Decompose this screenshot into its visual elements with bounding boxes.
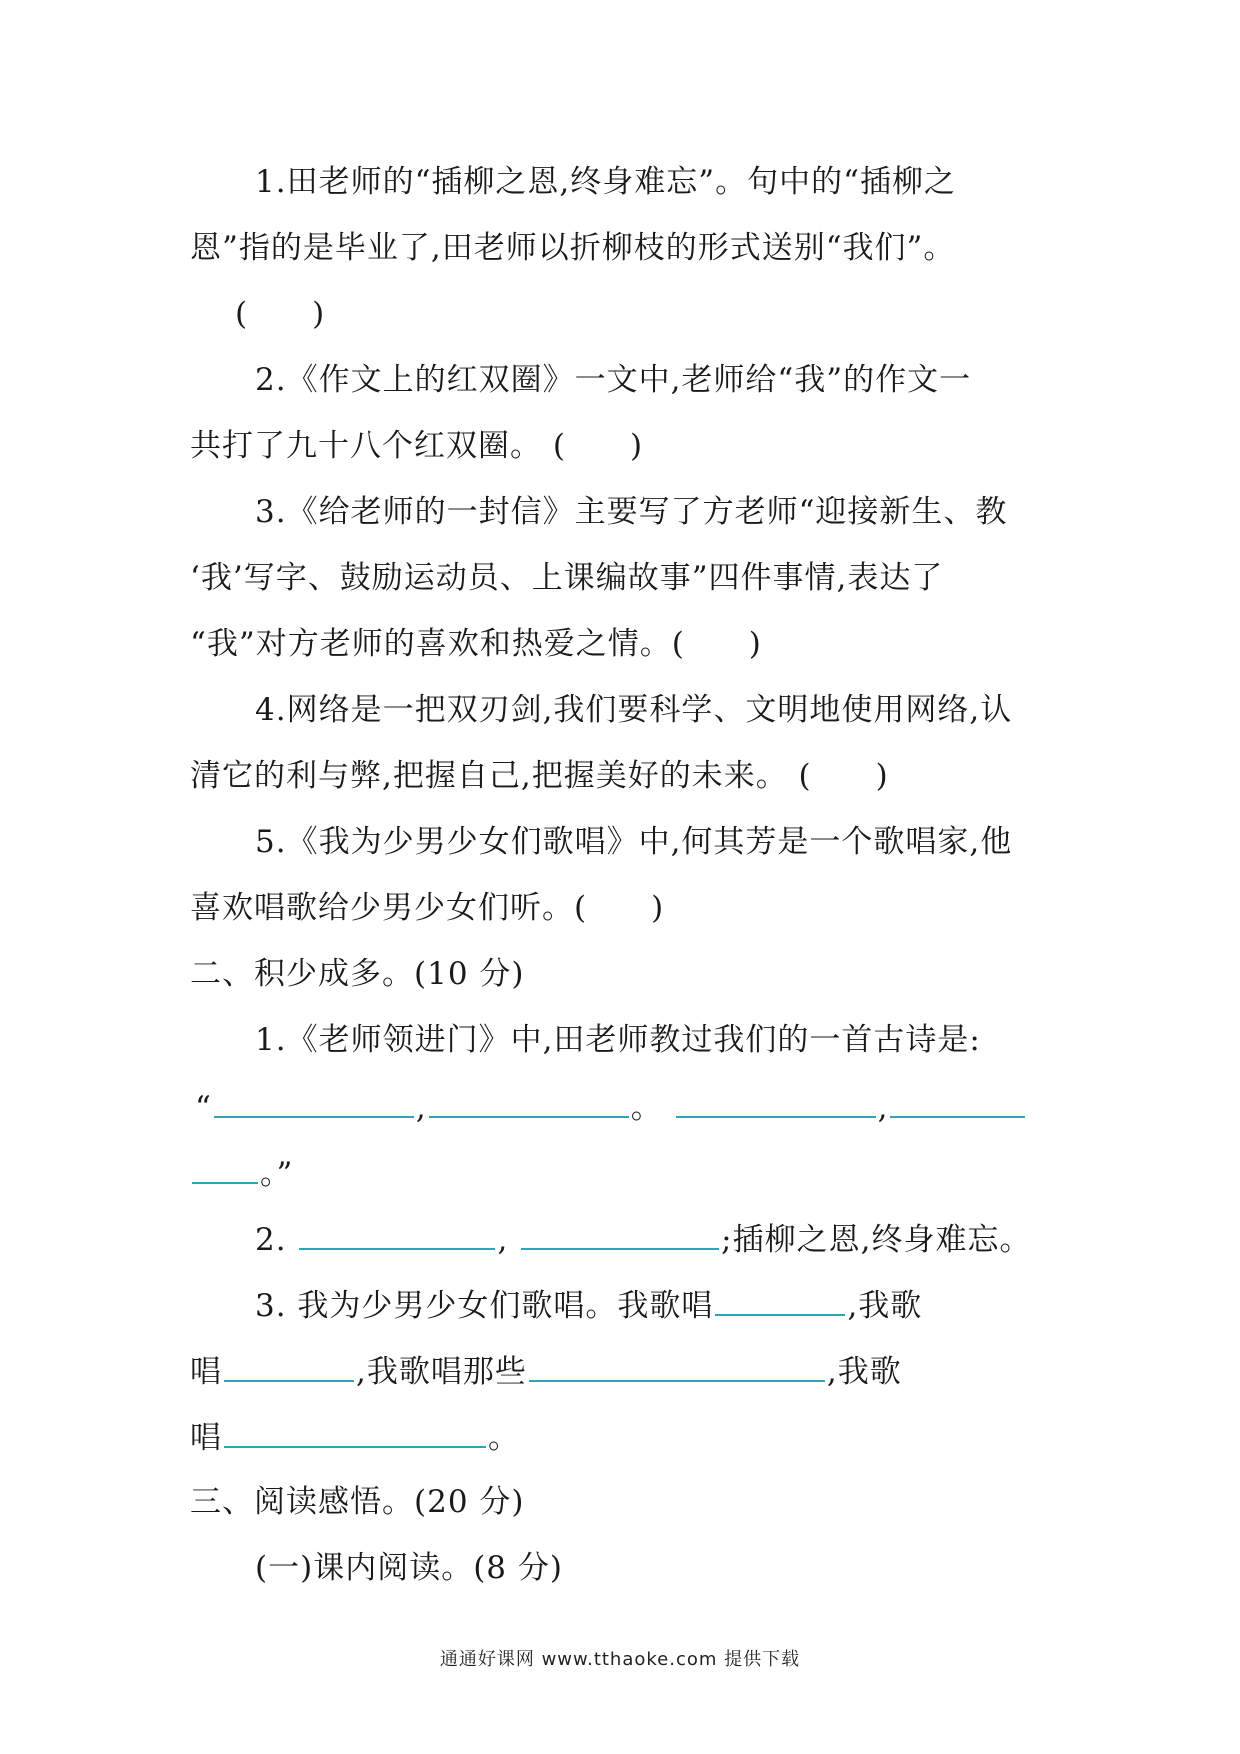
q3-end: 。: [488, 1420, 520, 1456]
judgement-q3-line2: ‘我’写字、鼓励运动员、上课编故事”四件事情,表达了: [190, 560, 944, 596]
q3-mid3: ,我歌: [826, 1354, 902, 1390]
judgement-q1-line1: 1.田老师的“插柳之恩,终身难忘”。句中的“插柳之: [255, 164, 956, 200]
comma: ,: [877, 1090, 889, 1126]
poem-blank-1[interactable]: [214, 1086, 414, 1118]
poem-blank-4-cont[interactable]: [192, 1152, 258, 1184]
section3-subheading: (一)课内阅读。(8 分): [255, 1550, 563, 1586]
q2-blank-2[interactable]: [521, 1218, 719, 1250]
open-quote: “: [195, 1090, 212, 1126]
section2-q3-line3: [190, 1416, 520, 1458]
comma: ,: [497, 1222, 509, 1258]
q3-sing: 唱: [190, 1420, 222, 1456]
period: 。: [630, 1090, 663, 1126]
section2-q2-line: [255, 1218, 1031, 1260]
poem-blank-4[interactable]: [890, 1086, 1025, 1118]
q3-blank-3[interactable]: [529, 1350, 825, 1382]
section2-heading: 二、积少成多。(10 分): [190, 956, 525, 992]
judgement-q5-line1: 5.《我为少男少女们歌唱》中,何其芳是一个歌唱家,他: [255, 824, 1013, 860]
judgement-q3-line3: “我”对方老师的喜欢和热爱之情。( ): [190, 626, 762, 662]
q3-start: 3. 我为少男少女们歌唱。我歌唱: [255, 1288, 714, 1324]
q2-blank-1[interactable]: [299, 1218, 495, 1250]
q3-blank-4[interactable]: [224, 1416, 486, 1448]
q3-mid2: ,我歌唱那些: [356, 1354, 527, 1390]
comma: ,: [415, 1090, 427, 1126]
q3-mid1: ,我歌: [847, 1288, 923, 1324]
judgement-q2-line1: 2.《作文上的红双圈》一文中,老师给“我”的作文一: [255, 362, 972, 398]
q2-tail: ;插柳之恩,终身难忘。: [721, 1222, 1032, 1258]
judgement-q5-line2: 喜欢唱歌给少男少女们听。( ): [190, 890, 665, 926]
poem-blank-3[interactable]: [676, 1086, 876, 1118]
judgement-q1-line2: 恩”指的是毕业了,田老师以折柳枝的形式送别“我们”。: [190, 230, 956, 266]
q3-blank-1[interactable]: [715, 1284, 845, 1316]
footer-credit: 通通好课网 www.tthaoke.com 提供下载: [439, 1649, 801, 1670]
section2-q3-line1: [255, 1284, 922, 1326]
q3-sing: 唱: [190, 1354, 222, 1390]
section2-q1-poem-end: [190, 1152, 293, 1194]
section2-q3-line2: [190, 1350, 902, 1392]
section2-q1-line1: 1.《老师领进门》中,田老师教过我们的一首古诗是:: [255, 1022, 981, 1058]
section3-heading: 三、阅读感悟。(20 分): [190, 1484, 525, 1520]
judgement-q4-line2: 清它的利与弊,把握自己,把握美好的未来。 ( ): [190, 758, 889, 794]
closing: 。”: [260, 1156, 294, 1192]
judgement-q3-line1: 3.《给老师的一封信》主要写了方老师“迎接新生、教: [255, 494, 1008, 530]
poem-blank-2[interactable]: [429, 1086, 629, 1118]
q3-blank-2[interactable]: [224, 1350, 354, 1382]
judgement-q1-answer-paren[interactable]: ( ): [235, 296, 326, 332]
judgement-q4-line1: 4.网络是一把双刃剑,我们要科学、文明地使用网络,认: [255, 692, 1013, 728]
section2-q1-poem-line: [195, 1086, 1027, 1128]
judgement-q2-line2: 共打了九十八个红双圈。 ( ): [190, 428, 644, 464]
q2-number: 2.: [255, 1222, 287, 1258]
